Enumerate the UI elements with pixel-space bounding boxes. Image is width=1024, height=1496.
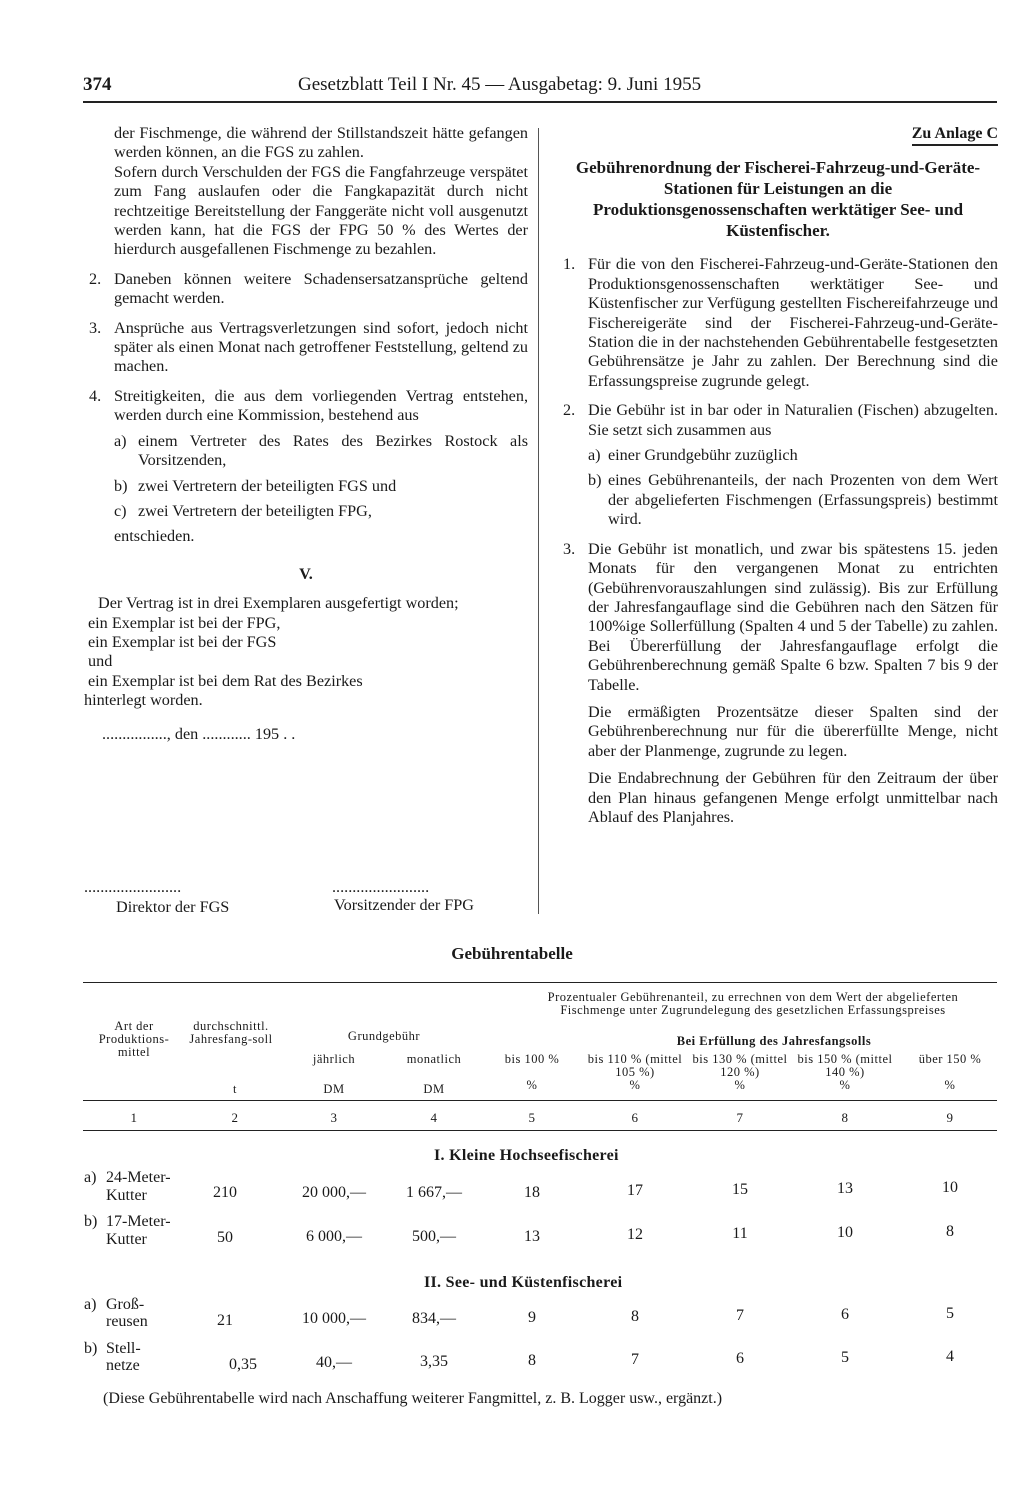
unit: % xyxy=(944,1078,956,1092)
table-cell: 10 xyxy=(837,1224,853,1241)
item-letter: a) xyxy=(114,431,127,450)
unit: t xyxy=(233,1082,237,1096)
column-number: 7 xyxy=(736,1110,744,1125)
paragraph: Streitigkeiten, die aus dem vorliegenden Vertrag entstehen, werden durch eine Kommission, bestehend aus xyxy=(114,386,528,425)
item-number: 3. xyxy=(89,318,102,337)
table-cell: 4 xyxy=(946,1348,954,1365)
item-letter: c) xyxy=(114,501,127,520)
table-cell: 9 xyxy=(528,1309,536,1326)
left-column xyxy=(84,124,528,744)
paragraph: der Fischmenge, die während der Stillstandszeit hätte gefangen werden können, an die FGS zu zahlen. xyxy=(114,124,528,162)
table-cell: 7 xyxy=(736,1307,744,1324)
item-number: 3. xyxy=(563,539,576,558)
signature-dots-left: ........................ xyxy=(84,878,182,896)
table-cell: 8 xyxy=(528,1352,536,1369)
section-heading: II. See- und Küstenfischerei xyxy=(424,1274,623,1291)
row-label: netze xyxy=(106,1357,140,1374)
text-line: ein Exemplar ist bei dem Rat des Bezirkes xyxy=(88,671,363,690)
table-cell: 0,35 xyxy=(229,1356,257,1373)
column-number: 9 xyxy=(946,1110,954,1125)
page-number: 374 xyxy=(83,74,112,95)
paragraph: zwei Vertretern der beteiligten FGS und xyxy=(138,476,397,495)
signature-label-right: Vorsitzender der FPG xyxy=(334,896,474,914)
text-line: und xyxy=(88,652,113,671)
paragraph: entschieden. xyxy=(114,527,195,546)
table-cell: 3,35 xyxy=(420,1353,448,1370)
header-col7: bis 130 % (mittel 120 %) xyxy=(692,1052,788,1079)
table-cell: 10 000,— xyxy=(302,1310,366,1327)
list-item xyxy=(558,401,998,440)
annex-label-text: Zu Anlage C xyxy=(912,125,998,146)
unit: % xyxy=(839,1078,851,1092)
paragraph: Ansprüche aus Vertragsverletzungen sind sofort, jedoch nicht später als einen Monat nach getroffener Feststellung, geltend zu machen. xyxy=(114,318,528,376)
table-cell: 5 xyxy=(946,1305,954,1322)
header-jaehrlich: jährlich xyxy=(312,1052,356,1066)
table-cell: 18 xyxy=(524,1184,540,1201)
table-footnote: (Diese Gebührentabelle wird nach Anschaffung weiterer Fangmittel, z. B. Logger usw., ergänzt.) xyxy=(103,1390,723,1407)
annex-label xyxy=(558,124,998,143)
table-cell: 10 xyxy=(942,1179,958,1196)
table-cell: 40,— xyxy=(316,1354,352,1371)
paragraph: Die Endabrechnung der Gebühren für den Zeitraum der über den Plan hinaus gefangenen Menge erfolgt unmittelbar nach Ablauf des Planjahres. xyxy=(588,769,998,826)
paragraph: einer Grundgebühr zuzüglich xyxy=(608,446,798,465)
table-cell: 8 xyxy=(946,1223,954,1240)
text-line: ein Exemplar ist bei der FPG, xyxy=(88,613,281,632)
column-divider xyxy=(538,128,539,914)
sub-item xyxy=(84,502,528,521)
header-grundgebuehr: Grundgebühr xyxy=(347,1029,421,1043)
unit: DM xyxy=(423,1082,445,1096)
header-rule xyxy=(83,101,997,103)
row-label: Groß- xyxy=(106,1296,145,1313)
list-item xyxy=(84,387,528,426)
row-label: 24-Meter- xyxy=(106,1169,171,1186)
header-col6: bis 110 % (mittel 105 %) xyxy=(587,1052,683,1079)
header-col9: über 150 % xyxy=(918,1052,982,1066)
paragraph: einem Vertreter des Rates des Bezirkes Rostock als Vorsitzenden, xyxy=(138,431,528,470)
table-cell: 1 667,— xyxy=(406,1184,462,1201)
date-line: ................, den ............ 195 . . xyxy=(102,724,296,743)
table-cell: 12 xyxy=(627,1226,643,1243)
column-number: 4 xyxy=(430,1110,438,1125)
header-erfuellung: Bei Erfüllung des Jahresfangsolls xyxy=(676,1034,872,1048)
header-monatlich: monatlich xyxy=(406,1052,462,1066)
item-number: 4. xyxy=(89,386,102,405)
paragraph: zwei Vertretern der beteiligten FPG, xyxy=(138,501,372,520)
table-cell: 6 xyxy=(841,1306,849,1323)
table-header-rule xyxy=(83,1100,997,1101)
signature-dots-right: ........................ xyxy=(332,878,430,896)
sub-item xyxy=(558,446,998,465)
table-cell: 11 xyxy=(732,1225,748,1242)
page-header-title: Gesetzblatt Teil I Nr. 45 — Ausgabetag: 9. Juni 1955 xyxy=(298,74,702,95)
table-cell: 6 000,— xyxy=(306,1228,362,1245)
header-col5: bis 100 % xyxy=(504,1052,560,1066)
signature-label-left: Direktor der FGS xyxy=(116,898,230,916)
table-cell: 500,— xyxy=(412,1228,456,1245)
list-item xyxy=(558,255,998,391)
sub-item xyxy=(84,432,528,471)
sub-item xyxy=(84,477,528,496)
sub-item xyxy=(558,471,998,529)
paragraph: Der Vertrag ist in drei Exemplaren ausgefertigt worden; xyxy=(98,594,459,613)
section-heading: V. xyxy=(299,564,313,583)
paragraph: Die ermäßigten Prozentsätze dieser Spalten sind der Gebührenberechnung nur für die übererfüllte Menge, nicht aber der Planmenge, zugrunde zu legen. xyxy=(588,702,998,760)
paragraph: Sofern durch Verschulden der FGS die Fangfahrzeuge verspätet zum Fang auslaufen oder die Fangkapazität durch nicht rechtzeitige Bereitstellung der Fanggeräte nicht voll ausgenutzt werden kann, hat die FGS der FPG 50 % des Wertes der hierdurch ausgefallenen Fischmenge zu bezahlen. xyxy=(114,162,528,259)
paragraph: Die Gebühr ist in bar oder in Naturalien (Fischen) abzugelten. Sie setzt sich zusammen aus xyxy=(588,401,998,439)
column-number: 5 xyxy=(528,1110,536,1125)
table-cell: 210 xyxy=(213,1184,237,1201)
item-letter: a) xyxy=(588,446,601,465)
header-durchschnitt: durchschnittl. Jahresfang-soll xyxy=(189,1019,273,1046)
unit: % xyxy=(526,1078,538,1092)
unit: DM xyxy=(323,1082,345,1096)
table-number-rule xyxy=(83,1130,997,1131)
document-heading: Gebührenordnung der Fischerei-Fahrzeug-und-Geräte-Stationen für Leistungen an die Produktionsgenossenschaften werktätiger See- und Küstenfischer. xyxy=(575,158,981,241)
item-number: 2. xyxy=(563,401,576,420)
row-prefix: b) xyxy=(84,1213,98,1230)
item-number: 1. xyxy=(563,255,576,274)
row-prefix: a) xyxy=(84,1296,97,1313)
unit: % xyxy=(734,1078,746,1092)
table-cell: 15 xyxy=(732,1181,748,1198)
column-number: 8 xyxy=(841,1110,849,1125)
table-cell: 5 xyxy=(841,1349,849,1366)
table-cell: 17 xyxy=(627,1182,643,1199)
column-number: 2 xyxy=(231,1110,239,1125)
paragraph: Daneben können weitere Schadensersatzansprüche geltend gemacht werden. xyxy=(114,269,528,308)
row-label: Kutter xyxy=(106,1231,147,1248)
paragraph: eines Gebührenanteils, der nach Prozenten von dem Wert der abgelieferten Fischmengen (Erfassungspreis) bestimmt wird. xyxy=(608,471,998,529)
column-number: 1 xyxy=(130,1110,138,1125)
column-number: 6 xyxy=(631,1110,639,1125)
row-label: Kutter xyxy=(106,1187,147,1204)
unit: % xyxy=(629,1078,641,1092)
table-cell: 8 xyxy=(631,1308,639,1325)
list-item xyxy=(84,270,528,309)
paragraph: Die Gebühr ist monatlich, und zwar bis spätestens 15. jeden Monats für den vergangenen Monat zu entrichten (Gebührenvorauszahlungen sind zulässig). Bis zur Erfüllung der Jahresfangauflage sind die Gebühren nach den Sätzen für 100%ige Sollerfüllung (Spalten 4 und 5 der Tabelle) zu zahlen. Bei Übererfüllung der Jahresfangauflage erfolgt die Gebührenberechnung gemäß Spalte 6 bzw. Spalten 7 bis 9 der Tabelle. xyxy=(588,539,998,694)
table-title: Gebührentabelle xyxy=(451,944,573,963)
header-prozent: Prozentualer Gebührenanteil, zu errechnen von dem Wert der abgelieferten Fischmenge unter Zugrundelegung des gesetzlichen Erfassungspreises xyxy=(547,990,959,1017)
list-item xyxy=(558,540,998,695)
table-cell: 13 xyxy=(524,1228,540,1245)
item-letter: b) xyxy=(114,476,128,495)
section-heading: I. Kleine Hochseefischerei xyxy=(434,1147,619,1164)
table-cell: 13 xyxy=(837,1180,853,1197)
row-label: reusen xyxy=(106,1313,148,1330)
paragraph: Für die von den Fischerei-Fahrzeug-und-Geräte-Stationen den Produktionsgenossenschaften werktätiger See- und Küstenfischer zur Verfügung gestellten Fischereifahrzeuge und Fischereigeräte sind der Fischerei-Fahrzeug-und-Geräte-Station die in der nachstehenden Gebührentabelle festgesetzten Gebührensätze je Jahr zu zahlen. Der Berechnung sind die Erfassungspreise zugrunde gelegt. xyxy=(588,255,998,390)
text-line: hinterlegt worden. xyxy=(84,691,203,710)
table-top-rule xyxy=(83,982,997,983)
table-cell: 21 xyxy=(217,1312,233,1329)
row-label: Stell- xyxy=(106,1340,141,1357)
table-cell: 7 xyxy=(631,1351,639,1368)
list-item xyxy=(84,319,528,377)
table-cell: 6 xyxy=(736,1350,744,1367)
item-letter: b) xyxy=(588,471,602,490)
row-prefix: a) xyxy=(84,1169,97,1186)
table-cell: 20 000,— xyxy=(302,1184,366,1201)
table-cell: 834,— xyxy=(412,1310,456,1327)
table-cell: 50 xyxy=(217,1229,233,1246)
right-column xyxy=(558,124,998,827)
column-number: 3 xyxy=(330,1110,338,1125)
header-col8: bis 150 % (mittel 140 %) xyxy=(797,1052,893,1079)
header-art: Art der Produktions-mittel xyxy=(98,1019,170,1059)
row-prefix: b) xyxy=(84,1340,98,1357)
item-number: 2. xyxy=(89,269,102,288)
row-label: 17-Meter- xyxy=(106,1213,171,1230)
text-line: ein Exemplar ist bei der FGS xyxy=(88,632,277,651)
